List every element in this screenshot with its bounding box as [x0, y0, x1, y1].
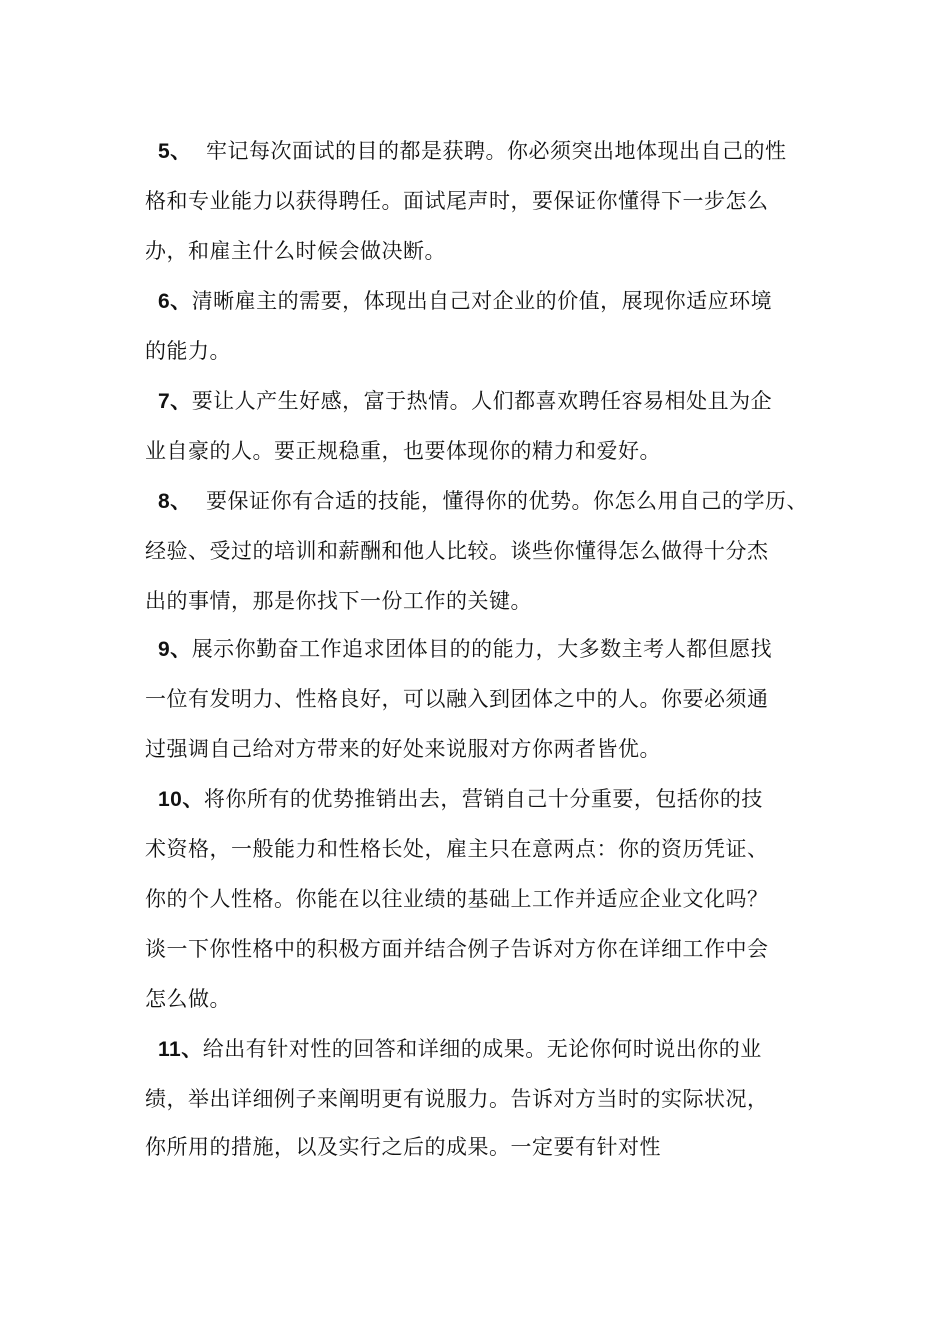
item-9-line-3: 过强调自己给对方带来的好处来说服对方你两者皆优。 [145, 737, 661, 761]
item-5-line-2: 格和专业能力以获得聘任。面试尾声时，要保证你懂得下一步怎么 [145, 189, 769, 213]
item-8-line-3: 出的事情，那是你找下一份工作的关键。 [145, 589, 532, 613]
item-7-line-1 [158, 386, 772, 417]
item-number: 5、 [158, 140, 192, 163]
item-9-line-1 [158, 634, 772, 665]
paragraph-text: 牢记每次面试的目的都是获聘。你必须突出地体现出自己的性 [206, 139, 787, 163]
item-number: 6、 [158, 290, 192, 313]
item-10-line-2: 术资格，一般能力和性格长处，雇主只在意两点：你的资历凭证、 [145, 837, 769, 861]
paragraph-text: 要让人产生好感，富于热情。人们都喜欢聘任容易相处且为企 [191, 389, 773, 413]
item-10-line-5: 怎么做。 [145, 987, 231, 1011]
item-number: 9、 [158, 638, 192, 661]
item-number: 10、 [158, 788, 204, 811]
paragraph-text: 清晰雇主的需要，体现出自己对企业的价值，展现你适应环境 [191, 289, 773, 313]
item-11-line-3: 你所用的措施，以及实行之后的成果。一定要有针对性 [145, 1135, 661, 1159]
item-11-line-1 [158, 1034, 762, 1065]
paragraph-text: 要保证你有合适的技能，懂得你的优势。你怎么用自己的学历、 [206, 489, 809, 513]
item-5-line-3: 办，和雇主什么时候会做决断。 [145, 239, 446, 263]
paragraph-text: 展示你勤奋工作追求团体目的的能力，大多数主考人都但愿找 [191, 637, 773, 661]
item-number: 8、 [158, 490, 192, 513]
item-10-line-4: 谈一下你性格中的积极方面并结合例子告诉对方你在详细工作中会 [145, 937, 769, 961]
item-6-line-2: 的能力。 [145, 339, 231, 363]
item-9-line-2: 一位有发明力、性格良好，可以融入到团体之中的人。你要必须通 [145, 687, 769, 711]
item-7-line-2: 业自豪的人。要正规稳重，也要体现你的精力和爱好。 [145, 439, 661, 463]
item-8-line-2: 经验、受过的培训和薪酬和他人比较。谈些你懂得怎么做得十分杰 [145, 539, 769, 563]
item-11-line-2: 绩，举出详细例子来阐明更有说服力。告诉对方当时的实际状况， [145, 1087, 769, 1111]
item-6-line-1 [158, 286, 772, 317]
paragraph-text: 给出有针对性的回答和详细的成果。无论你何时说出你的业 [202, 1037, 762, 1061]
item-10-line-1 [158, 784, 763, 815]
item-number: 7、 [158, 390, 192, 413]
item-10-line-3: 你的个人性格。你能在以往业绩的基础上工作并适应企业文化吗？ [145, 887, 769, 911]
item-8-line-1 [158, 486, 808, 517]
paragraph-text: 将你所有的优势推销出去，营销自己十分重要，包括你的技 [203, 787, 763, 811]
item-number: 11、 [158, 1038, 203, 1061]
item-5-line-1 [158, 136, 787, 167]
